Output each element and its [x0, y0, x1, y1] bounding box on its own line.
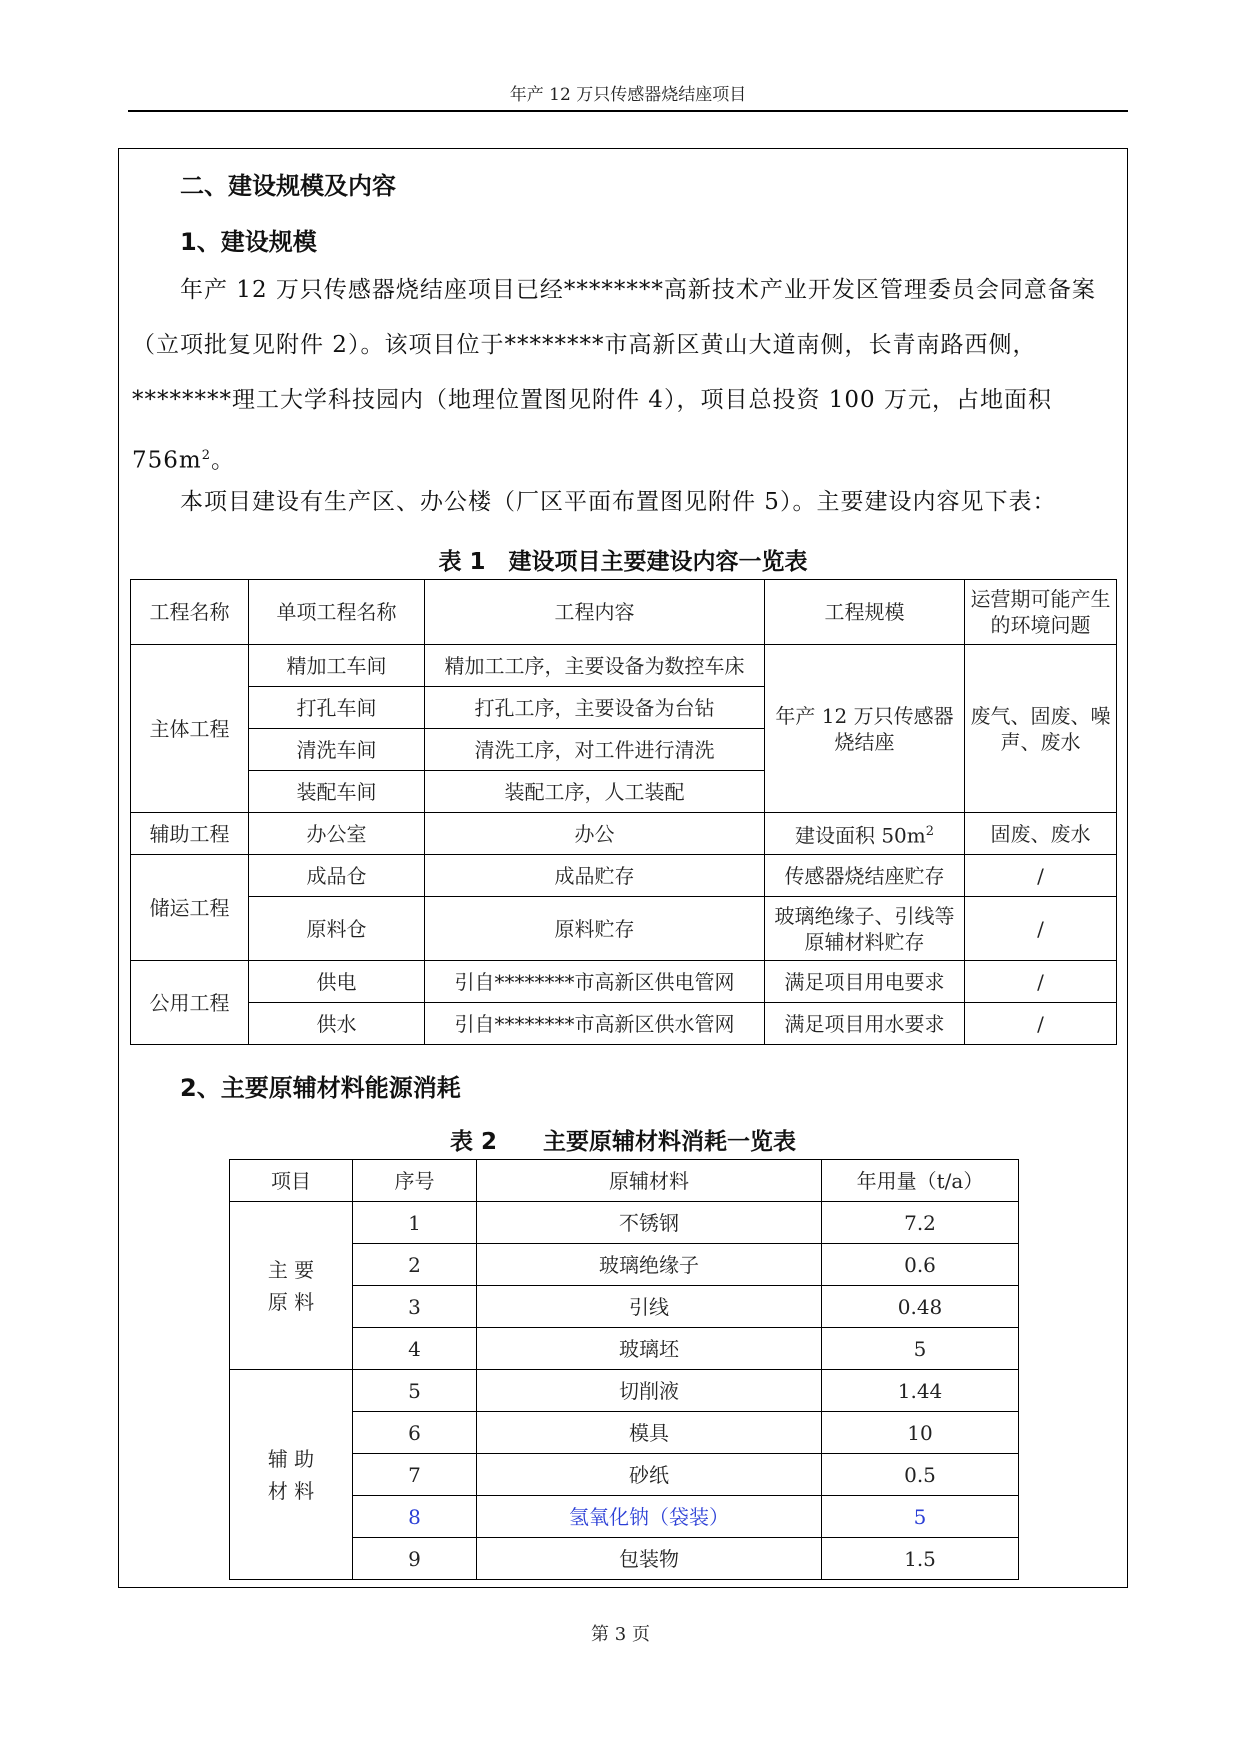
- table-row: [131, 961, 1117, 1003]
- table-cell: 0.48: [822, 1286, 1019, 1328]
- table-cell: 不锈钢: [477, 1202, 822, 1244]
- table-cell: 玻璃绝缘子: [477, 1244, 822, 1286]
- subsection-heading-scale: 1、建设规模: [180, 228, 317, 256]
- category-cell: 储运工程: [131, 855, 249, 961]
- table-cell: 引自********市高新区供电管网: [425, 961, 765, 1003]
- construction-content-table: [130, 579, 1117, 1045]
- table-cell: /: [965, 897, 1117, 961]
- section-heading: 二、建设规模及内容: [180, 172, 396, 200]
- header-cell: 单项工程名称: [249, 580, 425, 645]
- table-cell: 2: [353, 1244, 477, 1286]
- header-cell: 序号: [353, 1160, 477, 1202]
- table-row: [131, 1003, 1117, 1045]
- table-cell: 3: [353, 1286, 477, 1328]
- table-cell: 5: [822, 1496, 1019, 1538]
- table-cell: 装配工序，人工装配: [425, 771, 765, 813]
- table-cell: 精加工工序，主要设备为数控车床: [425, 645, 765, 687]
- scale-paragraph-text: 年产 12 万只传感器烧结座项目已经********高新技术产业开发区管理委员会同意备案（立项批复见附件 2）。该项目位于********市高新区黄山大道南侧，长青南路西侧，********理工大学科技园内（地理位置图见附件 4），项目总投资 100 万元，占地面积 756m: [132, 277, 1096, 474]
- table-cell: 0.5: [822, 1454, 1019, 1496]
- table-cell: 氢氧化钠（袋装）: [477, 1496, 822, 1538]
- table-row: [131, 897, 1117, 961]
- table-cell: 满足项目用电要求: [765, 961, 965, 1003]
- table-cell: 1.44: [822, 1370, 1019, 1412]
- table-cell: 玻璃坯: [477, 1328, 822, 1370]
- table-cell: 4: [353, 1328, 477, 1370]
- table-cell: 传感器烧结座贮存: [765, 855, 965, 897]
- table-header-row: [230, 1160, 1019, 1202]
- table-cell: 6: [353, 1412, 477, 1454]
- table1-caption: 表 1 建设项目主要建设内容一览表: [438, 549, 808, 575]
- table-cell: /: [965, 1003, 1117, 1045]
- content-paragraph-text: 本项目建设有生产区、办公楼（厂区平面布置图见附件 5）。主要建设内容见下表：: [180, 489, 1057, 515]
- header-cell: 工程内容: [425, 580, 765, 645]
- table-cell: 10: [822, 1412, 1019, 1454]
- table-cell: 打孔工序，主要设备为台钻: [425, 687, 765, 729]
- table-header-row: [131, 580, 1117, 645]
- table-cell: [765, 813, 965, 855]
- table-cell: 7: [353, 1454, 477, 1496]
- header-cell: 年用量（t/a）: [822, 1160, 1019, 1202]
- category-cell: 公用工程: [131, 961, 249, 1045]
- raw-materials-table: [229, 1159, 1019, 1580]
- table-cell: 8: [353, 1496, 477, 1538]
- table-cell: 打孔车间: [249, 687, 425, 729]
- table-cell: 成品贮存: [425, 855, 765, 897]
- table-cell: 废气、固废、噪声、废水: [965, 645, 1117, 813]
- area-unit-superscript: 2: [925, 823, 935, 839]
- table-cell: 原料贮存: [425, 897, 765, 961]
- header-cell: 运营期可能产生的环境问题: [965, 580, 1117, 645]
- header-cell: 原辅材料: [477, 1160, 822, 1202]
- content-paragraph: [132, 475, 1118, 530]
- table-cell: 供电: [249, 961, 425, 1003]
- table-row: [230, 1370, 1019, 1412]
- table-cell: 固废、废水: [965, 813, 1117, 855]
- table-cell: 0.6: [822, 1244, 1019, 1286]
- scale-paragraph-end: 。: [211, 447, 235, 474]
- table-cell: /: [965, 855, 1117, 897]
- table-cell: 成品仓: [249, 855, 425, 897]
- table-cell: 引线: [477, 1286, 822, 1328]
- header-cell: 项目: [230, 1160, 353, 1202]
- table-row: [230, 1202, 1019, 1244]
- category-cell: 主体工程: [131, 645, 249, 813]
- table-cell: 引自********市高新区供水管网: [425, 1003, 765, 1045]
- header-rule: [128, 110, 1128, 112]
- table-cell: 办公室: [249, 813, 425, 855]
- scale-paragraph: [132, 263, 1118, 489]
- table-cell: 办公: [425, 813, 765, 855]
- table-cell: 包装物: [477, 1538, 822, 1580]
- table-cell: 清洗工序，对工件进行清洗: [425, 729, 765, 771]
- table-cell: 年产 12 万只传感器烧结座: [765, 645, 965, 813]
- table-cell: 原料仓: [249, 897, 425, 961]
- category-cell: 辅助工程: [131, 813, 249, 855]
- subsection-heading-materials: 2、主要原辅材料能源消耗: [180, 1074, 461, 1102]
- table-cell: 供水: [249, 1003, 425, 1045]
- area-unit-superscript: 2: [201, 448, 211, 463]
- group-cell-main: 主 要 原 料: [230, 1202, 353, 1370]
- area-text: 建设面积 50m: [794, 823, 926, 848]
- page-header-title: 年产 12 万只传感器烧结座项目: [509, 85, 747, 105]
- header-cell: 工程名称: [131, 580, 249, 645]
- table-cell: 1: [353, 1202, 477, 1244]
- table-cell: 满足项目用水要求: [765, 1003, 965, 1045]
- table-cell: 5: [822, 1328, 1019, 1370]
- table-row: [131, 813, 1117, 855]
- table-cell: 1.5: [822, 1538, 1019, 1580]
- table-cell: /: [965, 961, 1117, 1003]
- table-row: [131, 855, 1117, 897]
- table-cell: 切削液: [477, 1370, 822, 1412]
- header-cell: 工程规模: [765, 580, 965, 645]
- table2-caption: 表 2 主要原辅材料消耗一览表: [449, 1129, 796, 1155]
- group-cell-aux: 辅 助 材 料: [230, 1370, 353, 1580]
- table-cell: 清洗车间: [249, 729, 425, 771]
- table-cell: 砂纸: [477, 1454, 822, 1496]
- table-cell: 9: [353, 1538, 477, 1580]
- table-cell: 玻璃绝缘子、引线等原辅材料贮存: [765, 897, 965, 961]
- table-row: [131, 645, 1117, 687]
- page-number: 第 3 页: [591, 1624, 650, 1645]
- table-cell: 5: [353, 1370, 477, 1412]
- table-cell: 精加工车间: [249, 645, 425, 687]
- table-cell: 装配车间: [249, 771, 425, 813]
- table-cell: 模具: [477, 1412, 822, 1454]
- table-cell: 7.2: [822, 1202, 1019, 1244]
